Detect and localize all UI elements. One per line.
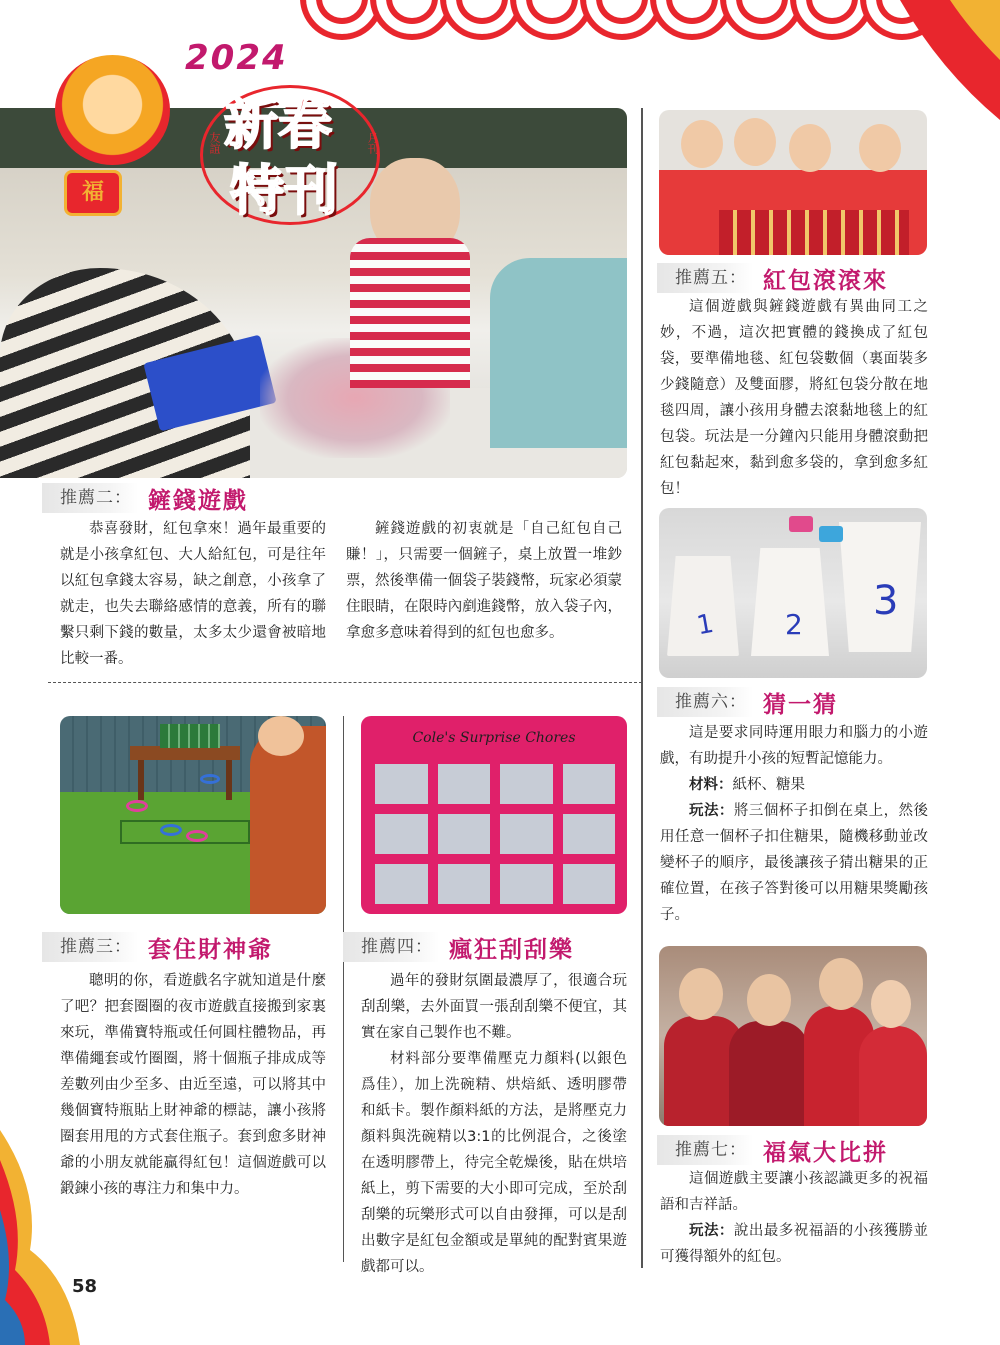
photo-family-blessings [659,946,927,1126]
banner-seal-left: 友誼 [208,132,221,154]
section-7-title: 福氣大比拼 [763,1138,888,1166]
section-2-heading [42,483,342,513]
photo-guess-cups [659,508,927,678]
section-3-body: 聰明的你，看遊戲名字就知道是什麼了吧？把套圈圈的夜市遊戲直接搬到家裏來玩，準備寶特瓶或任何圓柱體物品，再準備繩套或竹圈圈，將十個瓶子排成成等差數列由少至多、由近至遠，可以將其中幾個寶特瓶貼上財神爺的標誌，讓小孩將圈套用甩的方式套住瓶子。套到愈多財神爺的小朋友就能贏得紅包！這個遊戲可以鍛鍊小孩的專注力和集中力。 [60,973,326,1197]
section-6-heading [657,687,947,717]
section-4-title: 瘋狂刮刮樂 [449,935,574,963]
section-5-tag: 推薦五： [657,263,753,293]
section-2-title: 鏟錢遊戲 [148,486,248,514]
section-4-body: 過年的發財氛圍最濃厚了，很適合玩刮刮樂，去外面買一張刮刮樂不便宜，其實在家自己製作也不難。 材料部分要準備壓克力顏料(以銀色爲佳），加上洗碗精、烘焙紙、透明膠帶和紙卡。製作顏料紙的方法，是將壓克力顏料與洗碗精以3:1的比例混合，之後塗在透明膠帶上，待完全乾燥後，貼在烘培紙上，剪下需要的大小即可完成，至於刮刮樂的玩樂形式可以自由發揮，可以是刮出數字是紅包金額或是單純的配對賓果遊戲都可以。 [361,973,627,1275]
section-6-tag: 推薦六： [657,687,753,717]
cup-number-1: 1 [694,608,717,642]
section-7-tag: 推薦七： [657,1135,753,1165]
section-6-body: 這是要求同時運用眼力和腦力的小遊戲，有助提升小孩的短暫記憶能力。 材料：紙杯、糖果 玩法：將三個杯子扣倒在桌上，然後用任意一個杯子扣住糖果，隨機移動並改變杯子的順序，最後讓孩子猜出糖果的正確位置，在孩子答對後可以用糖果獎勵孩子。 [660,725,929,923]
section-6-title: 猜一猜 [763,690,838,718]
corner-dragon-scale-decoration [880,0,1000,120]
column-divider-middle [343,716,344,1262]
section-4-tag: 推薦四： [343,932,439,962]
banner-seal-right: 月刊 [366,132,379,154]
section-2-col2: 鏟錢遊戲的初衷就是「自己紅包自己賺！」，只需要一個鏟子，桌上放置一堆鈔票，然後準備一個袋子裝錢幣，玩家必須蒙住眼睛，在限時內剷進錢幣，放入袋子內，拿愈多意味着得到的紅包也愈多。 [346,521,622,641]
cup-number-2: 2 [785,608,803,641]
section-2-col1: 恭喜發財，紅包拿來！過年最重要的就是小孩拿紅包、大人給紅包，可是往年以紅包拿錢太容易，缺之創意，小孩拿了就走，也失去聯絡感情的意義，所有的聯繫只剩下錢的數量，太多太少還會被暗地比較一番。 [60,521,326,667]
page-number: 58 [72,1276,98,1297]
section-divider-dashed [48,682,642,683]
section-2-tag: 推薦二： [42,483,138,513]
illustration-ring-toss [60,716,326,914]
banner-title-2: 特刊 [230,158,338,222]
section-3-heading [42,932,342,962]
scratch-card-label: Cole's Surprise Chores [412,730,576,746]
section-5-heading [657,263,947,293]
new-year-banner [0,20,400,230]
section-3-tag: 推薦三： [42,932,138,962]
photo-scratch-card [361,716,627,914]
column-divider-right [641,108,643,1268]
cup-number-3: 3 [873,578,899,624]
banner-year: 2024 [185,38,288,78]
section-7-heading [657,1135,947,1165]
section-4-heading [343,932,643,962]
mascot-badge: 福 [64,170,122,216]
section-5-body: 這個遊戲與鏟錢遊戲有異曲同工之妙，不過，這次把實體的錢換成了紅包袋，要準備地毯、紅包袋數個（裏面裝多少錢隨意）及雙面膠，將紅包袋分散在地毯四周，讓小孩用身體去滾黏地毯上的紅包袋。玩法是一分鐘內只能用身體滾動把紅包黏起來，黏到愈多袋的，拿到愈多紅包！ [660,299,928,497]
section-7-body: 這個遊戲主要讓小孩認識更多的祝福語和吉祥話。 玩法：說出最多祝福語的小孩獲勝並可獲得額外的紅包。 [660,1171,929,1265]
section-3-title: 套住財神爺 [148,935,273,963]
section-5-title: 紅包滾滾來 [763,266,888,294]
dragon-mascot [55,55,170,165]
photo-red-packet-roll [659,110,927,255]
banner-title-1: 新春 [224,92,332,156]
